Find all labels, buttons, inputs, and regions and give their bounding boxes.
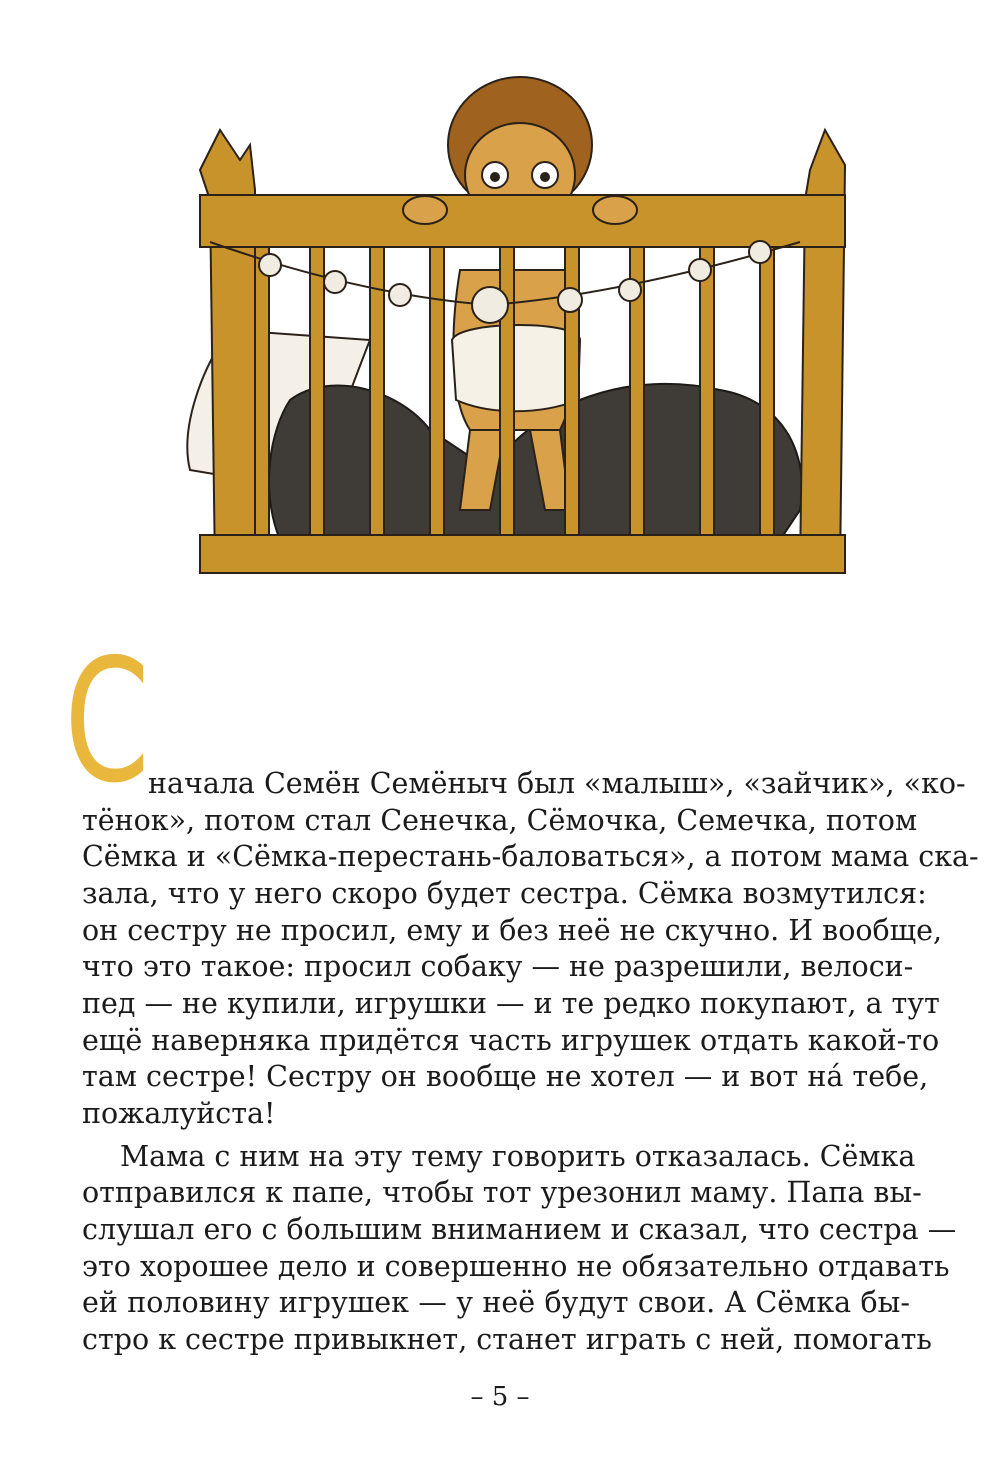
text-line: ей половину игрушек — у неё будут свои. А Сёмка бы- [82,1286,910,1319]
text-line: начала Семён Семёныч был «малыш», «зайчик», «ко- [148,767,966,800]
text-line: он сестру не просил, ему и без неё не скучно. И вообще, [82,914,943,947]
text-line: ещё наверняка придётся часть игрушек отдать какой-то [82,1024,940,1057]
text-line: это хорошее дело и совершенно не обязательно отдавать [82,1250,950,1283]
text-line: тёнок», потом стал Сенечка, Сёмочка, Семечка, потом [82,804,918,837]
text-line: стро к сестре привыкнет, станет играть с ней, помогать [82,1323,932,1356]
crib-illustration [160,70,850,590]
text-line: Мама с ним на эту тему говорить отказалась. Сёмка [120,1140,916,1173]
text-line: пед — не купили, игрушки — и те редко покупают, а тут [82,987,940,1020]
text-line: там сестре! Сестру он вообще не хотел — и вот на́ тебе, [82,1060,929,1093]
text-line: пожалуйста! [82,1097,276,1130]
left-hand [403,196,447,224]
text-line: отправился к папе, чтобы тот урезонил маму. Папа вы- [82,1176,922,1209]
page-number: – 5 – [470,1382,530,1412]
text-line: зала, что у него скоро будет сестра. Сёмка возмутился: [82,877,927,910]
text-line: Сёмка и «Сёмка-перестань-баловаться», а потом мама ска- [82,840,979,873]
text-line: что это такое: просил собаку — не разрешили, велоси- [82,950,914,983]
drop-cap-glyph: С [64,640,150,800]
right-hand [593,196,637,224]
drop-cap-letter [60,640,160,800]
text-line: слушал его с большим вниманием и сказал, что сестра — [82,1213,957,1246]
